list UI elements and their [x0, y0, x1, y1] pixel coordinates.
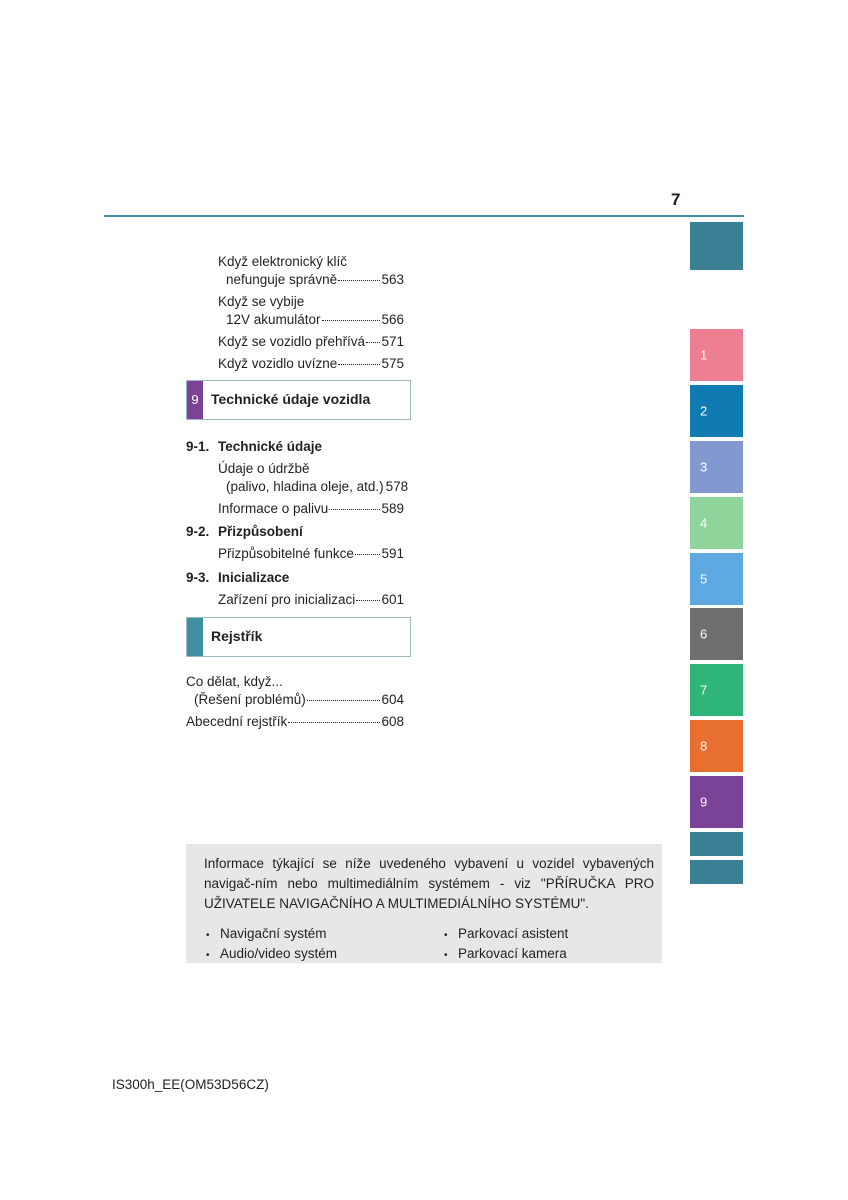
section-title: Přizpůsobení — [218, 524, 303, 539]
toc-entry-label: Když vozidlo uvízne — [218, 356, 338, 371]
side-tab-label: 7 — [700, 682, 708, 698]
dot-leader — [366, 342, 380, 343]
dot-leader — [356, 600, 380, 601]
dot-leader — [307, 700, 381, 701]
side-tab-2[interactable] — [690, 385, 743, 437]
side-tab-extra-2[interactable] — [690, 860, 743, 884]
section-number: 9-2. — [186, 524, 210, 539]
chapter-number: 9 — [191, 392, 199, 407]
bullet-icon: • — [206, 950, 210, 961]
toc-entry-line1: Co dělat, když... — [186, 674, 283, 689]
dot-leader — [338, 364, 380, 365]
toc-entry-page: 604 — [381, 692, 404, 707]
side-tab-5[interactable] — [690, 553, 743, 605]
side-tab-label: 8 — [700, 738, 708, 754]
chapter-9-heading[interactable] — [186, 380, 411, 420]
section-title: Inicializace — [218, 570, 290, 585]
toc-entry-label: Informace o palivu — [218, 501, 329, 516]
toc-entry-customization[interactable] — [218, 545, 404, 563]
chapter-tab — [187, 618, 203, 656]
bullet-text: Parkovací asistent — [458, 926, 569, 941]
toc-entry-alphabetical-index[interactable] — [186, 713, 404, 731]
side-tab-3[interactable] — [690, 441, 743, 493]
toc-entry-page: 589 — [381, 501, 404, 516]
side-tab-8[interactable] — [690, 720, 743, 772]
toc-entry-page: 566 — [381, 312, 404, 327]
side-tab-4[interactable] — [690, 497, 743, 549]
side-tab-label: 6 — [700, 626, 708, 642]
side-tab-9[interactable] — [690, 776, 743, 828]
toc-entry-line2: (Řešení problémů) — [194, 692, 306, 707]
toc-entry-page: 601 — [381, 592, 404, 607]
side-tab-top[interactable] — [690, 222, 743, 270]
toc-entry-line2: 12V akumulátor — [226, 312, 321, 327]
dot-leader — [329, 509, 380, 510]
toc-entry-initialization[interactable] — [218, 591, 404, 609]
bullet-icon: • — [444, 930, 448, 941]
toc-entry-page: 575 — [381, 356, 404, 371]
toc-entry-page: 578 — [385, 479, 409, 494]
toc-entry-line1: Když se vybije — [218, 294, 305, 309]
toc-entry-stuck[interactable] — [218, 355, 404, 373]
side-tab-extra-1[interactable] — [690, 832, 743, 856]
info-note-box — [186, 844, 662, 963]
side-tab-label: 1 — [700, 347, 708, 363]
bullet-item — [444, 944, 567, 966]
section-heading-9-3[interactable] — [186, 569, 289, 587]
bullet-item — [206, 924, 327, 946]
dot-leader — [288, 722, 380, 723]
toc-entry-line2: nefunguje správně — [226, 272, 338, 287]
toc-entry-page: 563 — [381, 272, 404, 287]
side-tab-label: 9 — [700, 794, 708, 810]
side-tab-7[interactable] — [690, 664, 743, 716]
toc-entry-page: 571 — [381, 334, 404, 349]
toc-entry-page: 591 — [381, 546, 404, 561]
bullet-text: Navigační systém — [220, 926, 327, 941]
side-tab-1[interactable] — [690, 329, 743, 381]
toc-entry-page: 608 — [381, 714, 404, 729]
info-bullet-list — [204, 924, 654, 964]
index-heading[interactable] — [186, 617, 411, 657]
page-number: 7 — [671, 190, 681, 209]
side-tab-label: 4 — [700, 515, 708, 531]
toc-entry-label: Když se vozidlo přehřívá — [218, 334, 366, 349]
top-rule — [104, 215, 744, 217]
section-number: 9-3. — [186, 570, 210, 585]
info-note-text: Informace týkající se níže uvedeného vybavení u vozidel vybavených navigač-ním nebo multimediálním systémem - viz "PŘÍRUČKA PRO UŽIVATELE NAVIGAČNÍHO A MULTIMEDIÁLNÍHO SYSTÉMU". — [204, 856, 654, 911]
dot-leader — [355, 554, 381, 555]
bullet-item — [206, 944, 337, 966]
side-tab-label: 3 — [700, 459, 708, 475]
toc-entry-label: Abecední rejstřík — [186, 714, 288, 729]
side-tab-label: 5 — [700, 571, 708, 587]
toc-entry-label: Zařízení pro inicializaci — [218, 592, 356, 607]
bullet-text: Parkovací kamera — [458, 946, 567, 961]
side-tab-label: 2 — [700, 403, 708, 419]
dot-leader — [322, 320, 381, 321]
section-heading-9-1[interactable] — [186, 438, 322, 456]
chapter-title: Rejstřík — [211, 628, 263, 644]
toc-entry-line2: (palivo, hladina oleje, atd.) — [226, 479, 384, 494]
section-heading-9-2[interactable] — [186, 523, 303, 541]
section-number: 9-1. — [186, 439, 210, 454]
bullet-text: Audio/video systém — [220, 946, 338, 961]
toc-entry-line1: Když elektronický klíč — [218, 254, 348, 269]
bullet-icon: • — [206, 930, 210, 941]
toc-entry-label: Přizpůsobitelné funkce — [218, 546, 354, 561]
toc-entry-fuel[interactable] — [218, 500, 404, 518]
bullet-item — [444, 924, 568, 946]
document-code: IS300h_EE(OM53D56CZ) — [112, 1077, 269, 1092]
dot-leader — [338, 280, 380, 281]
bullet-icon: • — [444, 950, 448, 961]
side-tab-6[interactable] — [690, 608, 743, 660]
chapter-title: Technické údaje vozidla — [211, 391, 371, 407]
toc-entry-line1: Údaje o údržbě — [218, 461, 310, 476]
section-title: Technické údaje — [218, 439, 323, 454]
toc-entry-overheat[interactable] — [218, 333, 404, 351]
